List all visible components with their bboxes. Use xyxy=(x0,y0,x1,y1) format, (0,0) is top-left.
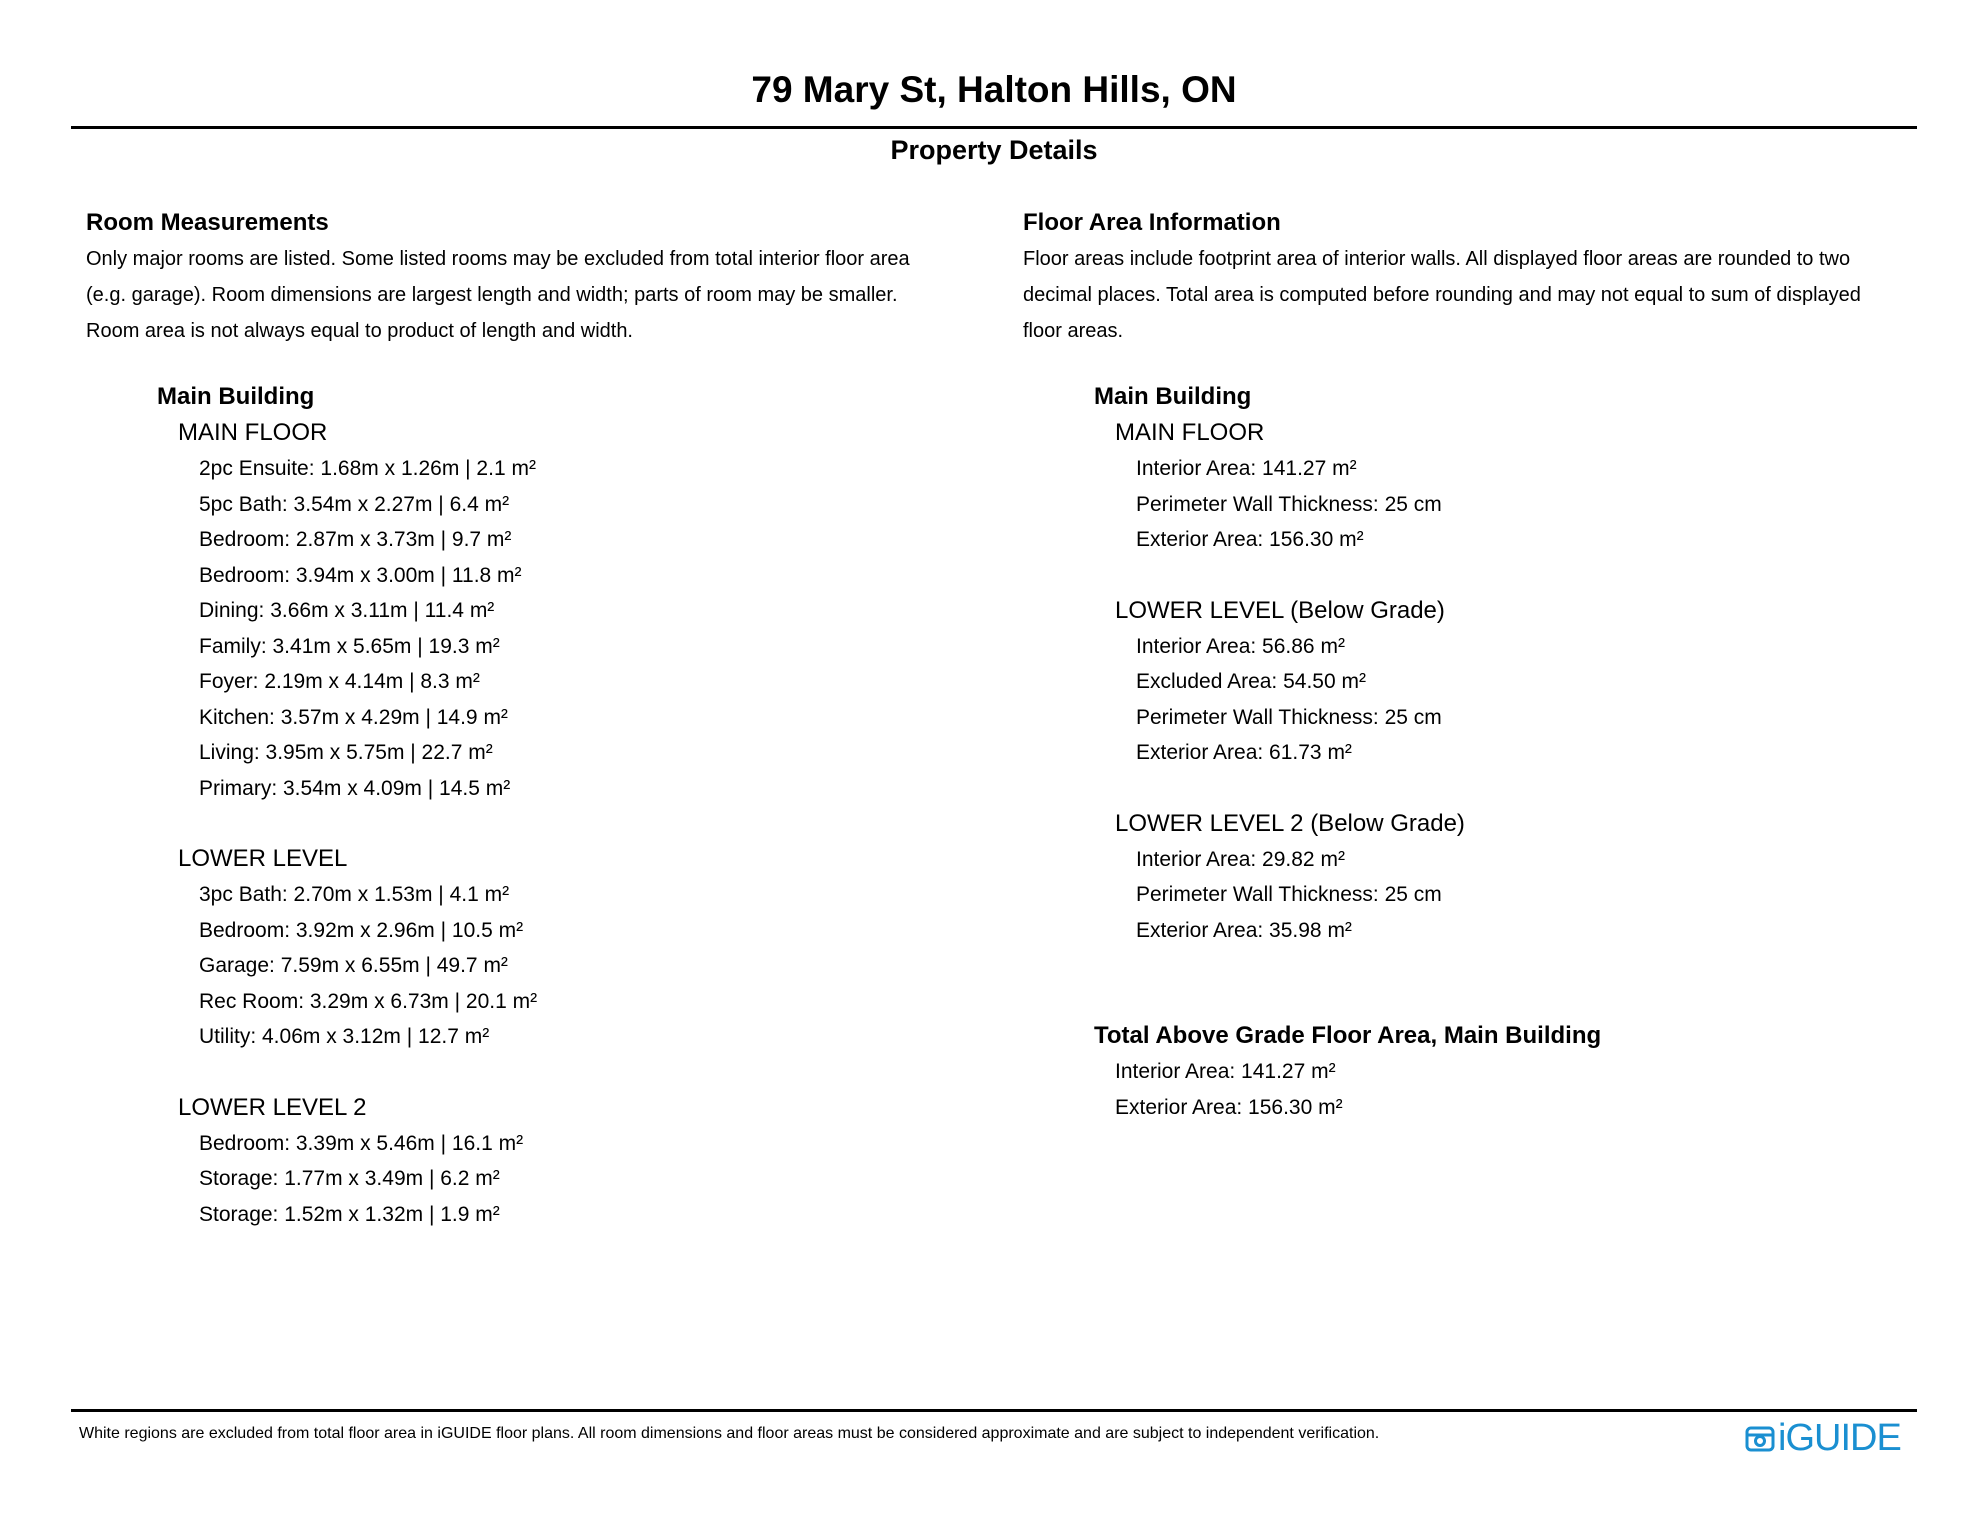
room-list xyxy=(178,877,986,1055)
floor-area-heading: Floor Area Information xyxy=(1023,209,1281,236)
area-level-lower-level-2 xyxy=(1115,806,1923,949)
area-level-main-floor xyxy=(1115,415,1923,558)
area-item: Excluded Area: 54.50 m² xyxy=(1136,670,1366,693)
page-subtitle: Property Details xyxy=(890,135,1098,165)
footer-disclaimer: White regions are excluded from total floor area in iGUIDE floor plans. All room dimensions and floor areas must be considered approximate and are subject to independent verification. xyxy=(79,1425,1380,1442)
total-area-list xyxy=(1094,1054,1923,1125)
room-list xyxy=(178,1126,986,1233)
area-item: Exterior Area: 156.30 m² xyxy=(1115,1095,1343,1119)
note-line: Only major rooms are listed. Some listed rooms may be excluded from total interior floor area xyxy=(86,248,910,270)
area-item: Exterior Area: 61.73 m² xyxy=(1136,741,1352,764)
note-line: floor areas. xyxy=(1023,320,1124,342)
room-level-lower-level xyxy=(178,841,986,1055)
room-item: Bedroom: 3.39m x 5.46m | 16.1 m² xyxy=(199,1131,524,1155)
room-measurements-section xyxy=(86,205,986,1232)
area-item: Perimeter Wall Thickness: 25 cm xyxy=(1136,492,1442,516)
floor-area-section xyxy=(1023,205,1923,1125)
room-item: Rec Room: 3.29m x 6.73m | 20.1 m² xyxy=(199,989,538,1013)
room-item: Utility: 4.06m x 3.12m | 12.7 m² xyxy=(199,1025,490,1048)
room-level-lower-level-2 xyxy=(178,1090,986,1233)
header-divider xyxy=(71,126,1917,129)
note-line: Room area is not always equal to product of length and width. xyxy=(86,320,633,342)
room-item: Foyer: 2.19m x 4.14m | 8.3 m² xyxy=(199,670,480,693)
page-title: 79 Mary St, Halton Hills, ON xyxy=(751,69,1237,110)
room-item: Storage: 1.77m x 3.49m | 6.2 m² xyxy=(199,1167,500,1190)
note-line: Floor areas include footprint area of interior walls. All displayed floor areas are rounded to two xyxy=(1023,248,1851,270)
level-heading: MAIN FLOOR xyxy=(1115,419,1265,446)
floor-area-note xyxy=(1023,241,1923,349)
area-item: Interior Area: 29.82 m² xyxy=(1136,847,1345,871)
room-item: Storage: 1.52m x 1.32m | 1.9 m² xyxy=(199,1202,500,1226)
level-heading: LOWER LEVEL (Below Grade) xyxy=(1115,596,1445,624)
room-item: Bedroom: 3.92m x 2.96m | 10.5 m² xyxy=(199,918,524,942)
room-item: 2pc Ensuite: 1.68m x 1.26m | 2.1 m² xyxy=(199,457,536,480)
room-item: Living: 3.95m x 5.75m | 22.7 m² xyxy=(199,741,493,764)
area-building-block xyxy=(1094,379,1923,948)
level-heading: MAIN FLOOR xyxy=(178,419,328,446)
room-item: Kitchen: 3.57m x 4.29m | 14.9 m² xyxy=(199,705,508,729)
total-area-heading: Total Above Grade Floor Area, Main Building xyxy=(1094,1022,1602,1049)
footer-divider xyxy=(71,1409,1917,1412)
room-list xyxy=(178,451,986,806)
area-list xyxy=(1115,629,1923,771)
room-item: 5pc Bath: 3.54m x 2.27m | 6.4 m² xyxy=(199,492,510,516)
room-building-block xyxy=(157,379,986,1232)
room-item: Dining: 3.66m x 3.11m | 11.4 m² xyxy=(199,599,495,622)
room-item: Bedroom: 3.94m x 3.00m | 11.8 m² xyxy=(199,563,522,587)
note-line: (e.g. garage). Room dimensions are largest length and width; parts of room may be smaller. xyxy=(86,284,898,306)
area-item: Exterior Area: 35.98 m² xyxy=(1136,918,1352,942)
area-item: Perimeter Wall Thickness: 25 cm xyxy=(1136,705,1442,729)
total-area-block xyxy=(1094,1018,1923,1125)
area-item: Interior Area: 56.86 m² xyxy=(1136,634,1345,658)
room-item: Garage: 7.59m x 6.55m | 49.7 m² xyxy=(199,954,508,977)
level-heading: LOWER LEVEL 2 (Below Grade) xyxy=(1115,809,1465,837)
room-measurements-note xyxy=(86,241,986,349)
area-list xyxy=(1115,842,1923,949)
level-heading: LOWER LEVEL xyxy=(178,845,348,872)
room-level-main-floor xyxy=(178,415,986,806)
room-item: 3pc Bath: 2.70m x 1.53m | 4.1 m² xyxy=(199,883,510,906)
note-line: decimal places. Total area is computed before rounding and may not equal to sum of displayed xyxy=(1023,284,1861,306)
room-item: Family: 3.41m x 5.65m | 19.3 m² xyxy=(199,634,500,658)
area-list xyxy=(1115,451,1923,558)
iguide-logo xyxy=(1745,1418,1901,1458)
camera-icon xyxy=(1745,1423,1775,1453)
area-item: Interior Area: 141.27 m² xyxy=(1115,1060,1336,1083)
logo-wordmark: iGUIDE xyxy=(1778,1417,1901,1459)
area-item: Interior Area: 141.27 m² xyxy=(1136,457,1357,480)
area-level-lower-level xyxy=(1115,593,1923,771)
room-item: Primary: 3.54m x 4.09m | 14.5 m² xyxy=(199,776,511,800)
room-measurements-heading: Room Measurements xyxy=(86,209,329,236)
area-item: Perimeter Wall Thickness: 25 cm xyxy=(1136,883,1442,906)
building-heading: Main Building xyxy=(1094,383,1252,410)
area-item: Exterior Area: 156.30 m² xyxy=(1136,528,1364,551)
room-item: Bedroom: 2.87m x 3.73m | 9.7 m² xyxy=(199,528,512,551)
building-heading: Main Building xyxy=(157,383,315,410)
level-heading: LOWER LEVEL 2 xyxy=(178,1093,367,1121)
